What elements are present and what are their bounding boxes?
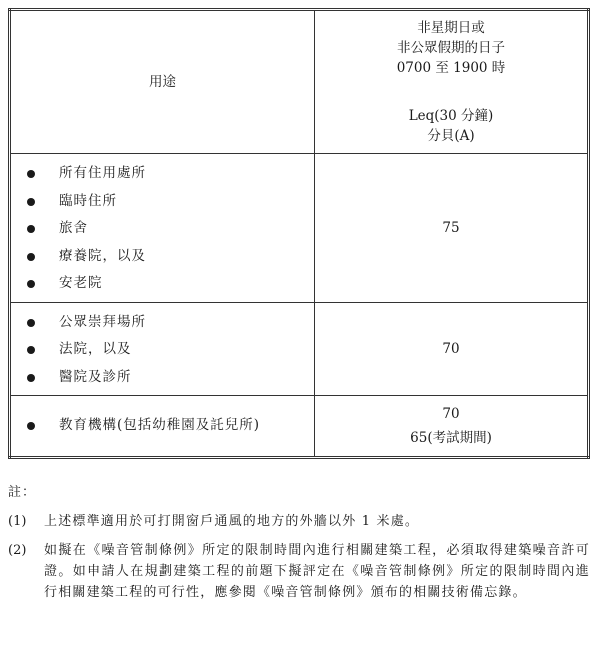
header-use: 用途 (10, 10, 315, 154)
header-line: 非公眾假期的日子 (397, 40, 505, 56)
value-text: 70 (442, 340, 460, 357)
bullet-icon (27, 374, 35, 382)
value-cell (315, 154, 589, 303)
bullet-icon (27, 198, 35, 206)
list-item: 所有住用處所 (25, 160, 314, 188)
value-cell (315, 302, 589, 396)
note-text: 上述標準適用於可打開窗戶通風的地方的外牆以外 1 米處。 (44, 514, 420, 529)
use-cell (10, 302, 315, 396)
bullet-icon (27, 346, 35, 354)
use-list (11, 303, 314, 396)
note-number: (1) (8, 514, 27, 529)
header-line: Leq(30 分鐘) (408, 108, 494, 124)
bullet-icon (27, 170, 35, 178)
list-item: 醫院及診所 (25, 364, 314, 392)
note-text: 如擬在《噪音管制條例》所定的限制時間內進行相關建築工程，必須取得建築噪音許可證。如申請人在規劃建築工程的前題下擬評定在《噪音管制條例》所定的限制時間內進行相關建築工程的可行性，應參閱《噪音管制條例》頒布的相關技術備忘錄。 (44, 543, 590, 600)
value-text: 65(考試期間) (410, 429, 492, 446)
header-line: 非星期日或 (417, 20, 485, 36)
table-row (10, 154, 589, 303)
use-cell (10, 154, 315, 303)
bullet-icon (27, 280, 35, 288)
table-row (10, 396, 589, 458)
header-standard (315, 10, 589, 154)
use-list (11, 154, 314, 302)
list-item: 公眾崇拜場所 (25, 309, 314, 337)
notes-section (8, 482, 590, 611)
bullet-icon (27, 422, 35, 430)
table-row (10, 302, 589, 396)
list-item: 療養院，以及 (25, 243, 314, 271)
note-item (8, 511, 590, 532)
notes-heading: 註： (8, 485, 37, 500)
list-item: 教育機構(包括幼稚園及託兒所) (25, 412, 314, 440)
bullet-icon (27, 319, 35, 327)
header-line: 分貝(A) (427, 128, 475, 144)
list-item: 法院，以及 (25, 336, 314, 364)
bullet-icon (27, 253, 35, 261)
list-item: 安老院 (25, 270, 314, 298)
list-item: 旅舍 (25, 215, 314, 243)
value-text: 70 (442, 405, 460, 422)
bullet-icon (27, 225, 35, 233)
use-list (11, 396, 314, 456)
note-number: (2) (8, 543, 27, 558)
value-text: 75 (442, 219, 460, 236)
list-item: 臨時住所 (25, 188, 314, 216)
value-cell (315, 396, 589, 458)
noise-standard-table (8, 8, 590, 459)
note-item (8, 540, 590, 603)
header-line: 0700 至 1900 時 (396, 60, 506, 76)
use-cell (10, 396, 315, 458)
header-spacer (315, 78, 587, 106)
table-header-row (10, 10, 589, 154)
